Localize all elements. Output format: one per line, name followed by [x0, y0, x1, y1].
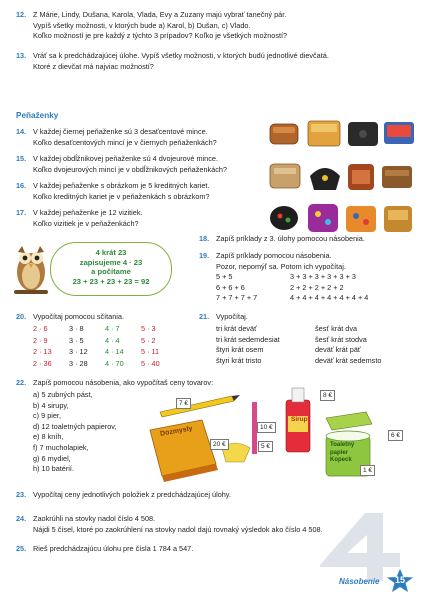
toilet-paper-label [330, 442, 354, 465]
wallet-image [384, 122, 414, 144]
example-bubble [50, 242, 172, 296]
wallet-image [308, 121, 340, 146]
task-text: V každej čiernej peňaženke sú 3 desaťcentové mince. [33, 127, 208, 136]
expression: 6 + 6 + 6 [216, 282, 245, 292]
task-text: Koľko kreditných kariet je v peňaženkách s obrázkom? [33, 191, 210, 201]
toilet-paper-label-line: Kopeck [330, 457, 352, 463]
toothpaste-image [326, 412, 372, 430]
wallet-image [348, 122, 378, 146]
t21-left-column [216, 324, 280, 366]
wallets-illustration [268, 118, 416, 244]
price-tag-book: 20 € [210, 439, 229, 450]
t21-right-column [315, 324, 381, 366]
task-number: 16. [16, 181, 27, 190]
task-text: Ktoré z dievčat má najviac možností? [33, 61, 154, 71]
task-number: 20. [16, 312, 27, 321]
t20-grid [33, 324, 177, 369]
book-title: Dozmysly [159, 425, 194, 438]
expression: 4 · 70 [105, 358, 124, 368]
expression: 2 · 36 [33, 358, 52, 368]
expression: 5 · 2 [141, 335, 156, 345]
list-item: h) 10 batérií. [33, 464, 74, 474]
footer-chapter-label: Násobenie [339, 577, 380, 586]
task-14 [16, 127, 217, 148]
task-text: Zapíš pomocou násobenia, ako vypočítaš ceny tovarov: [33, 378, 214, 387]
task-24 [16, 514, 323, 535]
expression: 5 + 5 [216, 272, 233, 281]
task-text: Zapíš príklady z 3. úlohy pomocou násobenia. [216, 234, 365, 243]
task-number: 17. [16, 208, 27, 217]
toilet-paper-label-line: Toaletný [330, 442, 355, 448]
task-15 [16, 154, 227, 175]
list-item: g) 6 mydiel, [33, 453, 71, 463]
task-23 [16, 490, 231, 501]
expression: šesť krát dva [315, 324, 358, 333]
expression: šesť krát stodva [315, 334, 367, 344]
expression: 3 · 28 [69, 358, 88, 368]
task-13 [16, 51, 329, 72]
task-number: 12. [16, 10, 27, 19]
expression: 4 + 4 + 4 + 4 + 4 + 4 + 4 [290, 293, 369, 303]
t19-right-column [290, 272, 368, 304]
task-text: Pozor, nepomýľ sa. Potom ich vypočítaj. [216, 261, 346, 271]
task-text: Vráť sa k predchádzajúcej úlohe. Vypíš všetky možnosti, v ktorých budú jednotlivé dievčatá. [33, 51, 329, 60]
list-item: c) 9 pier, [33, 411, 61, 421]
page-number: 15 [394, 575, 405, 585]
task-16 [16, 181, 210, 202]
task-number: 25. [16, 544, 27, 553]
wallet-image [270, 206, 298, 230]
wallet-image [270, 124, 298, 144]
pen-image [160, 395, 240, 417]
price-tag-bottle: 8 € [320, 390, 335, 401]
task-21 [199, 312, 248, 323]
task-text: Koľko desaťcentových mincí je v čiernych peňaženkách? [33, 137, 217, 147]
expression: 2 + 2 + 2 + 2 + 2 [290, 282, 344, 292]
wallet-image [348, 164, 374, 190]
expression: štyri krát tristo [216, 355, 262, 365]
task-12 [16, 10, 287, 42]
bubble-line: 4 krát 23 [95, 248, 127, 257]
t22-item-list [33, 390, 116, 475]
task-19 [199, 251, 346, 272]
task-text: Rieš predchádzajúcu úlohu pre čísla 1 784 a 547. [33, 544, 194, 553]
task-text: V každej peňaženke je 12 vizitiek. [33, 208, 143, 217]
list-item: b) 4 sirupy, [33, 400, 69, 410]
wallet-image [382, 166, 412, 188]
expression: 5 · 40 [141, 358, 160, 368]
task-text: Koľko dvojeurových mincí je v obdĺžnikových peňaženkách? [33, 164, 227, 174]
task-text: Zaokrúhli na stovky nadol číslo 4 508. [33, 514, 156, 523]
price-tag-battery: 6 € [388, 430, 403, 441]
expression: 5 · 11 [141, 347, 160, 357]
syrup-label: Sirup [291, 416, 308, 423]
task-text: Nájdi 5 čísel, ktoré po zaokrúhlení na stovky nadol dajú rovnaký výsledok ako číslo 4 508. [33, 524, 323, 534]
wallet-image [308, 204, 338, 232]
task-number: 13. [16, 51, 27, 60]
expression: 7 + 7 + 7 + 7 [216, 293, 258, 303]
expression: štyri krát osem [216, 345, 264, 355]
wallet-image [310, 168, 340, 190]
task-text: Zapíš príklady pomocou násobenia. [216, 251, 332, 260]
task-text: Koľko možností je pre každý z týchto 3 prípadov? Koľko je všetkých možností? [33, 31, 288, 41]
list-item: d) 12 toaletných papierov, [33, 421, 117, 431]
task-17 [16, 208, 143, 229]
task-20 [16, 312, 124, 323]
bubble-line: a počítame [91, 267, 131, 277]
task-number: 15. [16, 154, 27, 163]
expression: tri krát deväť [216, 324, 257, 333]
expression: 4 · 14 [105, 347, 124, 357]
toilet-paper-label-line: papier [330, 449, 349, 456]
expression: 4 · 7 [105, 324, 120, 333]
expression: 2 · 9 [33, 335, 48, 345]
owl-illustration [12, 238, 50, 296]
task-text: Z Márie, Lindy, Dušana, Karola, Vlada, Evy a Zuzany majú vybrať tanečný pár. [33, 10, 287, 19]
list-item: f) 7 mucholapiek, [33, 442, 89, 452]
expression: 2 · 6 [33, 324, 48, 333]
wallet-image [346, 206, 376, 232]
task-text: Vypíš všetky možnosti, v ktorých bude a) Karol, b) Dušan, c) Vlado. [33, 20, 251, 30]
expression: 3 · 12 [69, 347, 88, 357]
task-number: 21. [199, 312, 210, 321]
task-text: V každej peňaženke s obrázkom je 5 kreditných kariet. [33, 181, 210, 190]
section-title: Peňaženky [16, 111, 59, 120]
task-number: 24. [16, 514, 27, 523]
task-number: 18. [199, 234, 210, 243]
task-25 [16, 544, 193, 555]
task-text: Vypočítaj pomocou sčítania. [33, 312, 124, 321]
expression: 4 · 4 [105, 335, 120, 345]
task-number: 14. [16, 127, 27, 136]
expression: 3 · 5 [69, 335, 84, 345]
wallet-image [384, 206, 412, 232]
task-number: 19. [199, 251, 210, 260]
price-tag-toilet-paper: 1 € [360, 465, 375, 476]
price-tag-soap: 5 € [258, 441, 273, 452]
task-text: V každej obdĺžnikovej peňaženke sú 4 dvojeurové mince. [33, 154, 218, 163]
expression: 3 · 8 [69, 324, 84, 333]
task-text: Vypočítaj ceny jednotlivých položiek z predchádzajúcej úlohy. [33, 490, 231, 499]
bubble-line: zapisujeme 4 · 23 [79, 257, 143, 267]
t19-left-column [216, 272, 257, 304]
task-text: Vypočítaj. [216, 312, 248, 321]
price-tag-syrup: 10 € [257, 422, 276, 433]
list-item: a) 5 zubných pást, [33, 390, 93, 399]
expression: 3 + 3 + 3 + 3 + 3 + 3 [290, 272, 356, 281]
task-number: 22. [16, 378, 27, 387]
bubble-line: 23 + 23 + 23 + 23 = 92 [72, 277, 150, 287]
task-text: Koľko vizitiek je v peňaženkách? [33, 218, 139, 228]
expression: deväť krát päť [315, 345, 361, 355]
expression: 5 · 3 [141, 324, 156, 333]
price-tag-pen: 7 € [176, 398, 191, 409]
expression: deväť krát sedemsto [315, 355, 382, 365]
list-item: e) 8 kníh, [33, 432, 64, 442]
wallet-image [270, 164, 300, 188]
task-18 [199, 234, 365, 245]
expression: tri krát sedemdesiat [216, 334, 280, 344]
expression: 2 · 13 [33, 347, 52, 357]
task-number: 23. [16, 490, 27, 499]
